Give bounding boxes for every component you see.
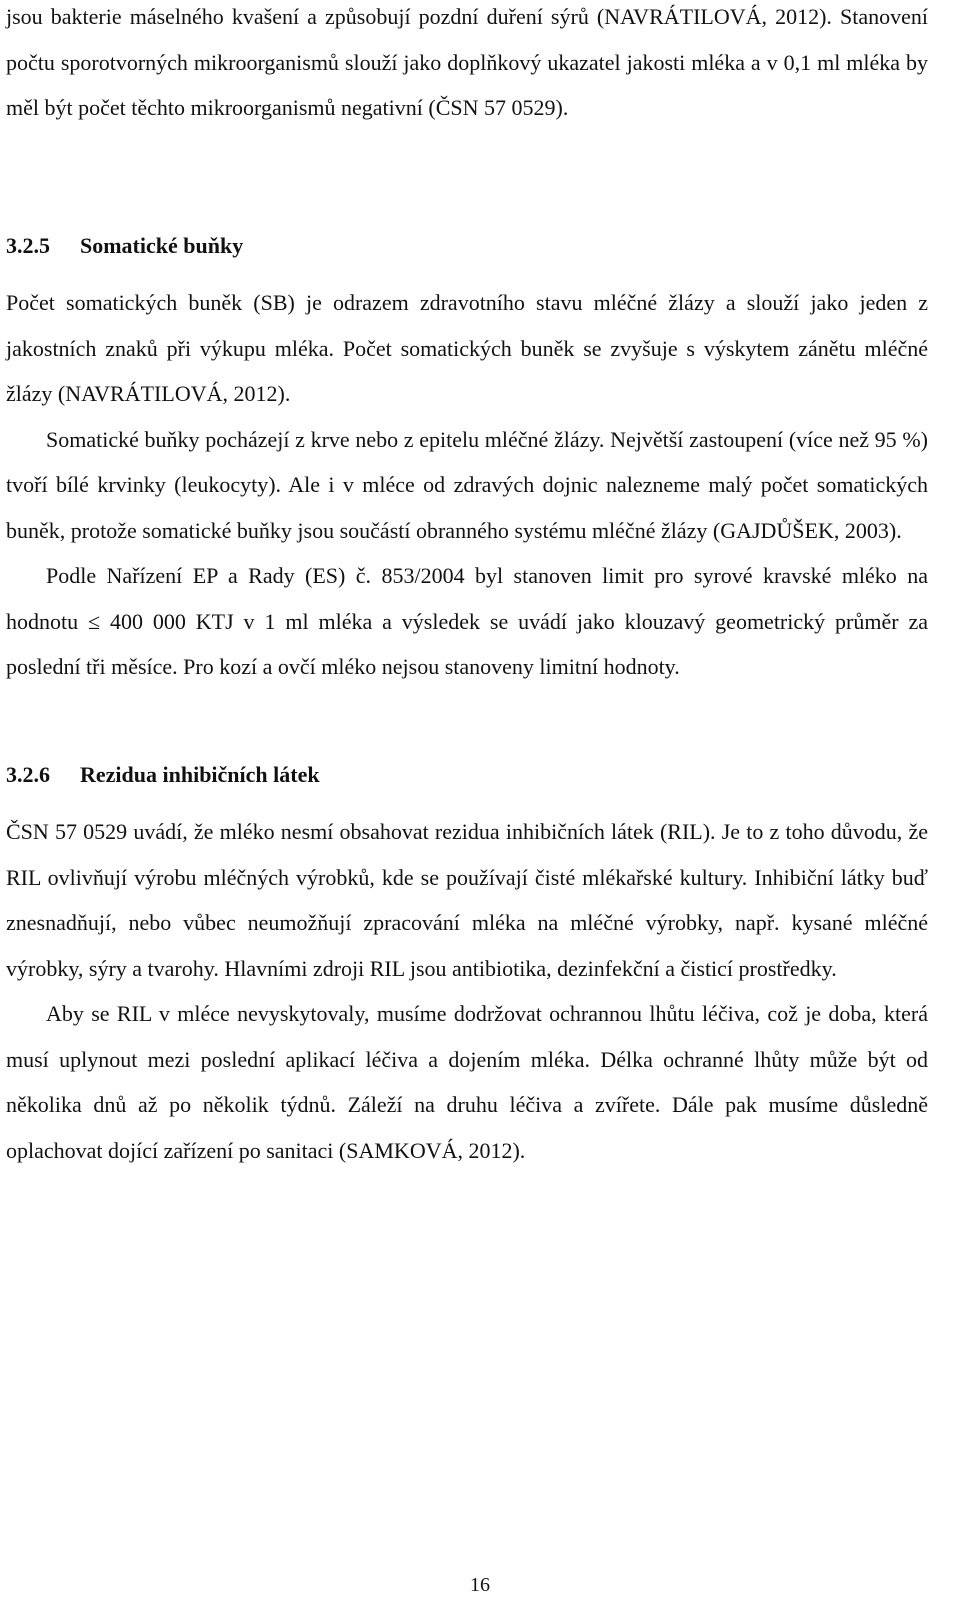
document-page <box>6 0 928 1173</box>
section-number: 3.2.6 <box>6 761 50 787</box>
paragraph-text: Podle Nařízení EP a Rady (ES) č. 853/2004 byl stanoven limit pro syrové kravské mléko na hodnotu <box>6 563 928 634</box>
section-title: Somatické buňky <box>80 232 244 258</box>
page-number: 16 <box>470 1574 490 1596</box>
paragraph-text: 400 000 KTJ v 1 ml mléka a výsledek se uvádí jako klouzavý geometrický průměr za poslední tři měsíce. Pro kozí a ovčí mléko nejsou stanoveny limitní hodnoty. <box>6 608 928 679</box>
paragraph-somatic-3 <box>6 553 928 690</box>
paragraph-inhibitory-2: Aby se RIL v mléce nevyskytovaly, musíme dodržovat ochrannou lhůtu léčiva, což je doba, která musí uplynout mezi poslední aplikací léčiva a dojením mléka. Délka ochranné lhůty může být od několika dnů až po několik týdnů. Záleží na druhu léčiva a zvířete. Dále pak musíme důsledně oplachovat dojící zařízení po sanitaci (SAMKOVÁ, 2012). <box>6 1001 928 1163</box>
section-heading-3-2-5 <box>6 223 928 269</box>
intro-paragraph: jsou bakterie máselného kvašení a způsobují pozdní duření sýrů (NAVRÁTILOVÁ, 2012). Stanovení počtu sporotvorných mikroorganismů slouží jako doplňkový ukazatel jakosti mléka a v 0,1 ml mléka by měl být počet těchto mikroorganismů negativní (ČSN 57 0529). <box>6 4 928 120</box>
section-heading-3-2-6 <box>6 752 928 798</box>
less-or-equal-symbol: ≤ <box>88 608 101 634</box>
paragraph-somatic-2: Somatické buňky pocházejí z krve nebo z epitelu mléčné žlázy. Největší zastoupení (více než 95 %) tvoří bílé krvinky (leukocyty). Ale i v mléce od zdravých dojnic nalezneme malý počet somatických buněk, protože somatické buňky jsou součástí obranného systému mléčné žlázy (GAJDŮŠEK, 2003). <box>6 426 928 543</box>
section-number: 3.2.5 <box>6 232 50 258</box>
paragraph-somatic-1: Počet somatických buněk (SB) je odrazem zdravotního stavu mléčné žlázy a slouží jako jeden z jakostních znaků při výkupu mléka. Počet somatických buněk se zvyšuje s výskytem zánětu mléčné žlázy (NAVRÁTILOVÁ, 2012). <box>6 290 928 406</box>
paragraph-inhibitory-1: ČSN 57 0529 uvádí, že mléko nesmí obsahovat rezidua inhibičních látek (RIL). Je to z toho důvodu, že RIL ovlivňují výrobu mléčných výrobků, kde se používají čisté mlékařské kultury. Inhibiční látky buď znesnadňují, nebo vůbec neumožňují zpracování mléka na mléčné výrobky, např. kysané mléčné výrobky, sýry a tvarohy. Hlavními zdroji RIL jsou antibiotika, dezinfekční a čisticí prostředky. <box>6 819 928 981</box>
section-title: Rezidua inhibičních látek <box>80 761 320 787</box>
